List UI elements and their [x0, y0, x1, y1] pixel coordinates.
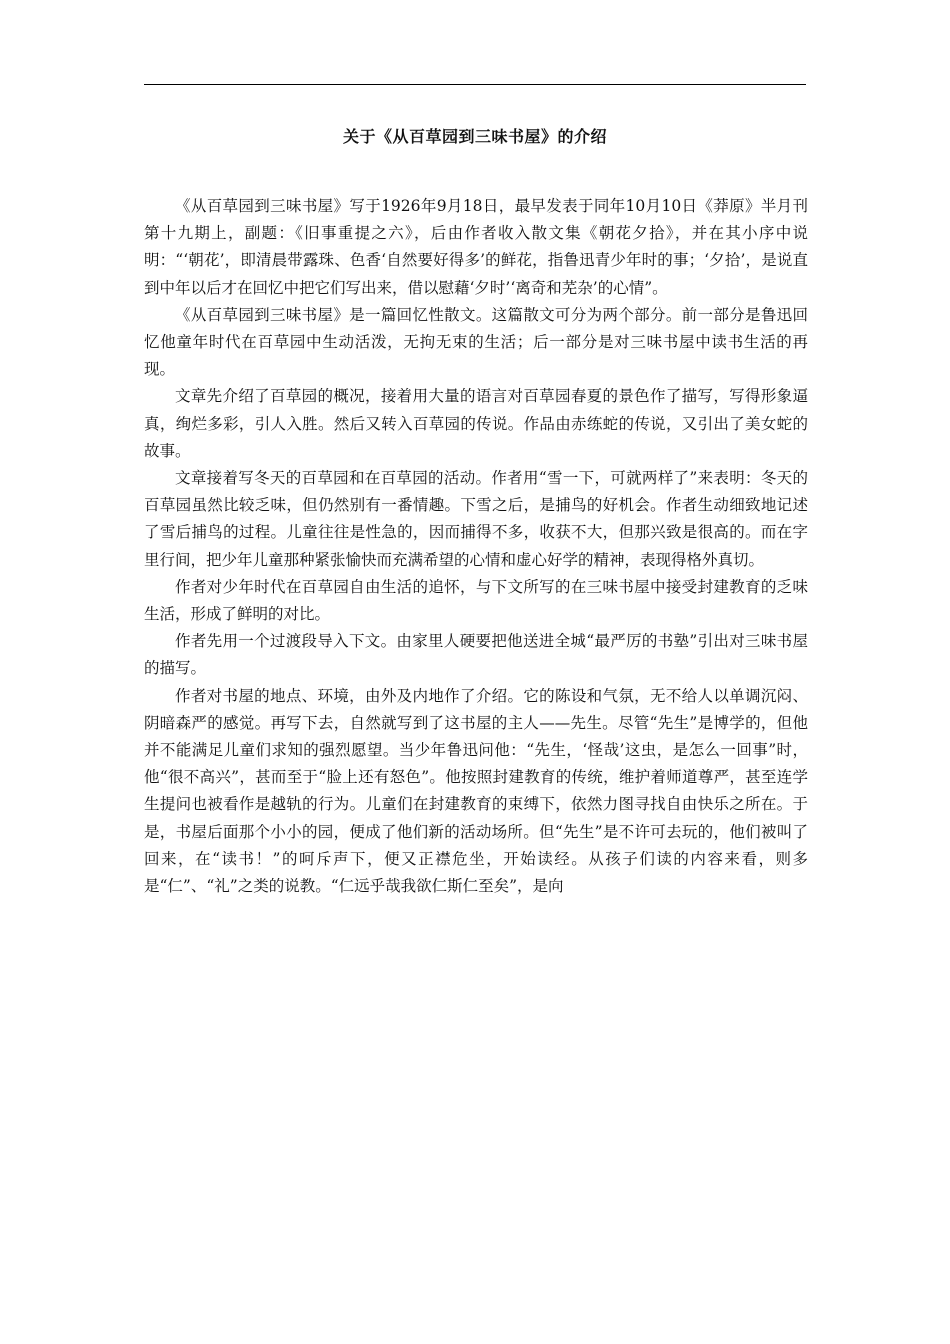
- paragraph-contrast: 作者对少年时代在百草园自由生活的追怀，与下文所写的在三味书屋中接受封建教育的乏味生活，形成了鲜明的对比。: [144, 577, 808, 624]
- paragraph-sanweishuwu: 作者对书屋的地点、环境，由外及内地作了介绍。它的陈设和气氛，无不给人以单调沉闷、阴暗森严的感觉。再写下去，自然就写到了这书屋的主人——先生。尽管“先生”是博学的，但他并不能满足儿童们求知的强烈愿望。当少年鲁迅问他：“先生，‘怪哉’这虫，是怎么一回事”时，他“很不高兴”，甚而至于“脸上还有怒色”。他按照封建教育的传统，维护着师道尊严，甚至连学生提问也被看作是越轨的行为。儿童们在封建教育的束缚下，依然力图寻找自由快乐之所在。于是，书屋后面那个小小的园，便成了他们新的活动场所。但“先生”是不许可去玩的，他们被叫了回来，在“读书！”的呵斥声下，便又正襟危坐，开始读经。从孩子们读的内容来看，则多是“仁”、“礼”之类的说教。“仁远乎哉我欲仁斯仁至矣”，是向: [144, 686, 808, 896]
- paragraph-structure: 《从百草园到三味书屋》是一篇回忆性散文。这篇散文可分为两个部分。前一部分是鲁迅回忆他童年时代在百草园中生动活泼，无拘无束的生活；后一部分是对三味书屋中读书生活的再现。: [144, 305, 808, 379]
- paragraph-winter: 文章接着写冬天的百草园和在百草园的活动。作者用“雪一下，可就两样了”来表明：冬天的百草园虽然比较乏味，但仍然别有一番情趣。下雪之后，是捕鸟的好机会。作者生动细致地记述了雪后捕鸟的过程。儿童往往是性急的，因而捕得不多，收获不大，但那兴致是很高的。而在字里行间，把少年儿童那种紧张愉快而充满希望的心情和虚心好学的精神，表现得格外真切。: [144, 469, 808, 569]
- header-rule: [144, 84, 806, 85]
- paragraph-baicaoyuan: 文章先介绍了百草园的概况，接着用大量的语言对百草园春夏的景色作了描写，写得形象逼真，绚烂多彩，引人入胜。然后又转入百草园的传说。作品由赤练蛇的传说，又引出了美女蛇的故事。: [144, 387, 808, 460]
- document-body: [144, 193, 808, 900]
- paragraph-intro: 《从百草园到三味书屋》写于1926年9月18日，最早发表于同年10月10日《莽原》半月刊第十九期上，副题：《旧事重提之六》，后由作者收入散文集《朝花夕拾》，并在其小序中说明：“‘朝花’，即清晨带露珠、色香‘自然要好得多’的鲜花，指鲁迅青少年时的事；‘夕拾’，是说直到中年以后才在回忆中把它们写出来，借以慰藉‘夕时’‘离奇和芜杂’的心情”。: [144, 197, 808, 297]
- document-title: 关于《从百草园到三味书屋》的介绍: [342, 127, 607, 146]
- paragraph-transition: 作者先用一个过渡段导入下文。由家里人硬要把他送进全城“最严厉的书塾”引出对三味书屋的描写。: [144, 632, 808, 678]
